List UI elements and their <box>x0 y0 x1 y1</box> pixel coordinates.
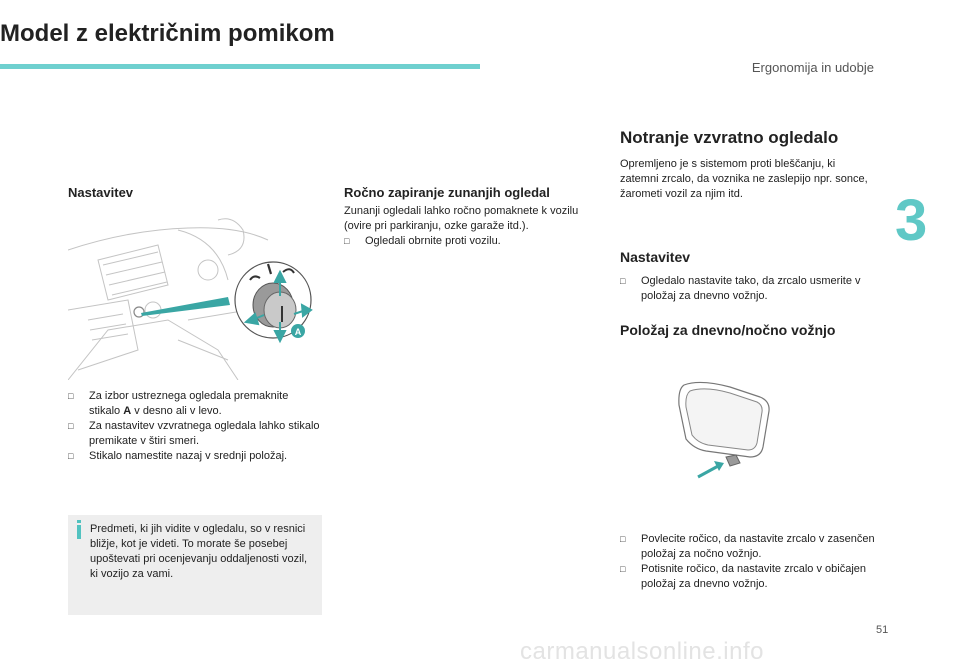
right-bullet: □ Ogledalo nastavite tako, da zrcalo usmerite v položaj za dnevno vožnjo. <box>620 274 878 304</box>
left-bullet: □ Za nastavitev vzvratnega ogledala lahko stikalo premikate v štiri smeri. <box>68 419 322 449</box>
middle-bullet-list <box>344 234 589 249</box>
right-bullet: □ Potisnite ročico, da nastavite zrcalo v običajen položaj za dnevno vožnjo. <box>620 562 878 592</box>
right-subtitle-adjust: Nastavitev <box>620 248 691 265</box>
middle-title: Ročno zapiranje zunanjih ogledal <box>344 184 550 200</box>
right-bullet: □ Povlecite ročico, da nastavite zrcalo v zasenčen položaj za nočno vožnjo. <box>620 532 878 562</box>
middle-paragraph: Zunanji ogledali lahko ročno pomaknete k vozilu (ovire pri parkiranju, ozke garaže itd.). <box>344 204 579 232</box>
right-paragraph: Opremljeno je s sistemom proti bleščanju, ki zatemni zrcalo, da voznika ne zaslepijo npr. sonce, žarometi vozil za njim itd. <box>620 157 868 200</box>
right-bullet-list-1 <box>620 274 878 304</box>
left-bullet: □ Stikalo namestite nazaj v srednji položaj. <box>68 449 322 464</box>
right-subtitle-daynight: Položaj za dnevno/nočno vožnjo <box>620 321 836 338</box>
watermark: carmanualsonline.info <box>520 637 764 665</box>
info-box <box>68 515 322 615</box>
rear-view-mirror-figure <box>670 375 780 485</box>
left-bullet: □ Za izbor ustreznega ogledala premaknite stikalo A v desno ali v levo. <box>68 389 322 419</box>
chapter-number: 3 <box>895 187 928 253</box>
left-bullet-list <box>68 389 322 464</box>
figure-label-a: A <box>294 326 302 337</box>
page-number: 51 <box>876 623 889 636</box>
section-title: Ergonomija in udobje <box>751 59 874 75</box>
right-title: Notranje vzvratno ogledalo <box>620 127 839 147</box>
info-text: Predmeti, ki jih vidite v ogledalu, so v resnici bližje, kot je videti. To morate še posebej upoštevati pri ocenjevanju oddaljenosti vozil, ki vozijo za vami. <box>90 522 308 580</box>
middle-bullet: □ Ogledali obrnite proti vozilu. <box>344 234 589 249</box>
right-bullet-list-2 <box>620 532 878 592</box>
header-accent-bar <box>0 64 480 69</box>
left-title: Model z električnim pomikom <box>0 19 335 47</box>
info-icon-bar <box>77 525 81 539</box>
left-subtitle: Nastavitev <box>68 184 134 200</box>
mirror-switch-figure <box>68 210 324 380</box>
info-icon <box>77 520 81 523</box>
